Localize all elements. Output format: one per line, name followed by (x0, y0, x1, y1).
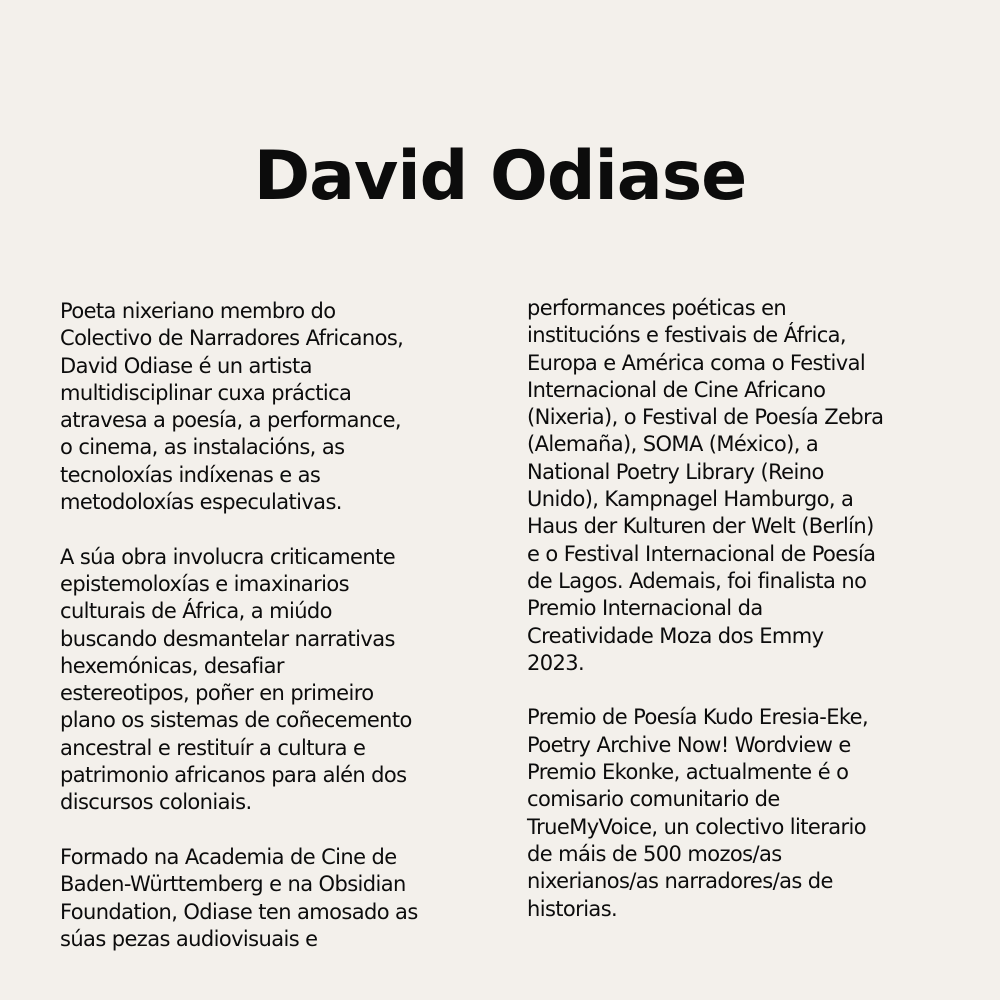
left-column (60, 298, 480, 953)
text-line: epistemoloxías e imaxinarios (60, 571, 349, 596)
text-line: Colectivo de Narradores Africanos, (60, 326, 404, 351)
text-line: TrueMyVoice, un colectivo literario (527, 814, 867, 839)
text-line: comisario comunitario de (527, 787, 780, 812)
text-line: Creatividade Moza dos Emmy (527, 623, 824, 648)
text-line: Unido), Kampnagel Hamburgo, a (527, 487, 854, 512)
text-line: Haus der Kulturen der Welt (Berlín) (527, 514, 874, 539)
text-line: Baden-Württemberg e na Obsidian (60, 872, 406, 897)
right-column (527, 295, 947, 923)
text-line: institucións e festivais de África, (527, 323, 847, 348)
text-line: nixerianos/as narradores/as de (527, 869, 833, 894)
text-line: hexemónicas, desafiar (60, 653, 284, 678)
paragraph-work (60, 544, 480, 817)
text-line: discursos coloniais. (60, 790, 252, 815)
paragraph-gap (527, 677, 947, 704)
text-line: Foundation, Odiase ten amosado as (60, 899, 418, 924)
text-line: historias. (527, 896, 618, 921)
text-line: Premio de Poesía Kudo Eresia-Eke, (527, 705, 869, 730)
text-line: Premio Ekonke, actualmente é o (527, 760, 849, 785)
text-line: tecnoloxías indíxenas e as (60, 462, 321, 487)
text-line: Internacional de Cine Africano (527, 377, 826, 402)
text-line: Europa e América coma o Festival (527, 350, 866, 375)
text-line: David Odiase é un artista (60, 353, 312, 378)
text-line: estereotipos, poñer en primeiro (60, 681, 374, 706)
text-line: Poetry Archive Now! Wordview e (527, 732, 851, 757)
text-line: de máis de 500 mozos/as (527, 841, 782, 866)
paragraph-performances (527, 295, 947, 677)
text-line: atravesa a poesía, a performance, (60, 408, 401, 433)
paragraph-bio-intro (60, 298, 480, 516)
text-line: National Poetry Library (Reino (527, 459, 824, 484)
text-line: súas pezas audiovisuais e (60, 926, 318, 951)
text-line: (Nixeria), o Festival de Poesía Zebra (527, 405, 884, 430)
text-line: e o Festival Internacional de Poesía (527, 541, 876, 566)
text-line: metodoloxías especulativas. (60, 490, 342, 515)
text-line: o cinema, as instalacións, as (60, 435, 345, 460)
text-line: buscando desmantelar narrativas (60, 626, 395, 651)
text-line: patrimonio africanos para alén dos (60, 763, 407, 788)
text-line: A súa obra involucra criticamente (60, 544, 396, 569)
text-line: 2023. (527, 650, 585, 675)
text-line: de Lagos. Ademais, foi finalista no (527, 568, 867, 593)
paragraph-gap (60, 516, 480, 543)
text-line: Formado na Academia de Cine de (60, 844, 397, 869)
text-line: culturais de África, a miúdo (60, 599, 332, 624)
paragraph-awards (527, 704, 947, 922)
text-line: Premio Internacional da (527, 596, 763, 621)
page-title: David Odiase (253, 137, 747, 216)
text-line: performances poéticas en (527, 296, 787, 320)
text-line: plano os sistemas de coñecemento (60, 708, 412, 733)
text-line: ancestral e restituír a cultura e (60, 735, 366, 760)
text-line: Poeta nixeriano membro do (60, 299, 336, 323)
paragraph-gap (60, 817, 480, 844)
text-line: (Alemaña), SOMA (México), a (527, 432, 819, 457)
text-line: multidisciplinar cuxa práctica (60, 380, 352, 405)
paragraph-training (60, 844, 480, 953)
